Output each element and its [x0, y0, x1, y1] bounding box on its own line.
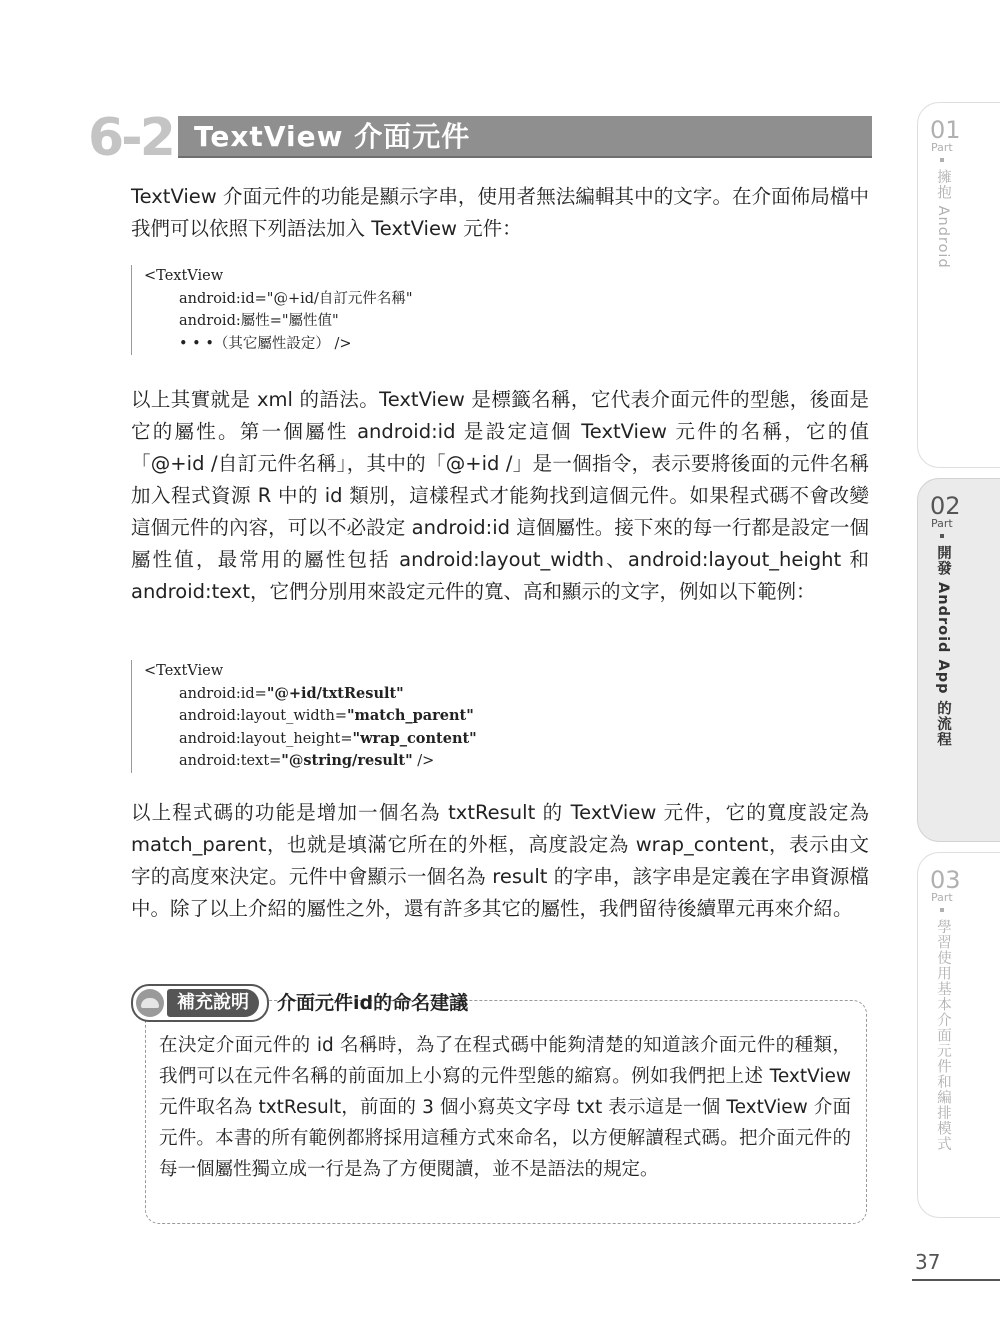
code-value: "@string/result": [281, 752, 413, 769]
tab-part-label: Part: [931, 891, 953, 904]
page-number-rule: [912, 1279, 1000, 1281]
note-tag-label: 補充說明: [167, 989, 259, 1017]
tab-dot-icon: [940, 158, 944, 162]
tab-dot-icon: [940, 534, 944, 538]
note-tag: [131, 984, 269, 1022]
code-attr: android:layout_width=: [179, 708, 347, 724]
code-line: <TextView: [144, 663, 224, 679]
code-line: [144, 683, 477, 706]
code-line: android:id="@+id/自訂元件名稱": [179, 290, 413, 307]
summary-paragraph: 以上程式碼的功能是增加一個名為 txtResult 的 TextView 元件，它的寬度設定為 match_parent，也就是填滿它所在的外框，高度設定為 wrap_content，表示由文字的高度來決定。元件中會顯示一個名為 result 的字串，該字串是定義在字串資源檔中。除了以上介紹的屬性之外，還有許多其它的屬性，我們留待後續單元再來介紹。: [131, 801, 869, 920]
example-code-block: [131, 660, 477, 773]
code-attr: android:text=: [179, 753, 282, 769]
note-heading: 介面元件id的命名建議: [277, 992, 469, 1014]
code-line: <TextView: [144, 268, 224, 284]
side-tab-part-02[interactable]: [917, 478, 1000, 842]
page-number: 37: [915, 1250, 941, 1274]
code-value: "@+id/txtResult": [266, 684, 404, 702]
tab-number: 02: [930, 492, 961, 520]
tab-title: 學習使用基本介面元件和編排模式: [935, 919, 951, 1152]
tab-dot-icon: [940, 908, 944, 912]
tab-part-label: Part: [931, 517, 953, 530]
code-value: "match_parent": [347, 707, 474, 724]
tab-title: 開發 Android App 的流程: [935, 545, 951, 748]
code-line: [144, 728, 477, 751]
code-line: [144, 705, 477, 728]
android-icon: [136, 989, 164, 1017]
code-end: />: [412, 753, 435, 769]
section-number: 6-2: [88, 108, 173, 168]
side-tab-part-01[interactable]: [917, 102, 1000, 468]
note-text: 在決定介面元件的 id 名稱時，為了在程式碼中能夠清楚的知道該介面元件的種類，我們可以在元件名稱的前面加上小寫的元件型態的縮寫。例如我們把上述 TextView 元件取名為 txtResult，前面的 3 個小寫英文字母 txt 表示這是一個 TextView 介面元件。本書的所有範例都將採用這種方式來命名，以方便解讀程式碼。把介面元件的每一個屬性獨立成一行是為了方便閱讀，並不是語法的規定。: [159, 1035, 851, 1180]
side-tab-part-03[interactable]: [917, 852, 1000, 1218]
explanation-paragraph: 以上其實就是 xml 的語法。TextView 是標籤名稱，它代表介面元件的型態，後面是它的屬性。第一個屬性 android:id 是設定這個 TextView 元件的名稱，它的值「@+id /自訂元件名稱」，其中的「@+id /」是一個指令，表示要將後面的元件名稱加入程式資源 R 中的 id 類別，這樣程式才能夠找到這個元件。如果程式碼不會改變這個元件的內容，可以不必設定 android:id 這個屬性。接下來的每一行都是設定一個屬性值，最常用的屬性包括 android:layout_width、android:layout_height 和 android:text，它們分別用來設定元件的寬、高和顯示的文字，例如以下範例：: [131, 388, 869, 603]
intro-paragraph: TextView 介面元件的功能是顯示字串，使用者無法編輯其中的文字。在介面佈局檔中我們可以依照下列語法加入 TextView 元件：: [131, 185, 869, 240]
tab-title: 擁抱 Android: [935, 169, 951, 269]
code-line: [144, 750, 477, 773]
code-value: "wrap_content": [352, 729, 477, 747]
code-attr: android:layout_height=: [179, 730, 353, 747]
syntax-code-block: [131, 265, 413, 355]
code-line: • • •（其它屬性設定） />: [179, 335, 352, 352]
code-line: android:屬性="屬性值": [179, 313, 339, 329]
code-attr: android:id=: [179, 685, 267, 702]
tab-number: 03: [930, 866, 961, 894]
tab-number: 01: [930, 116, 961, 144]
tab-part-label: Part: [931, 141, 953, 154]
section-title: TextView 介面元件: [194, 120, 471, 153]
